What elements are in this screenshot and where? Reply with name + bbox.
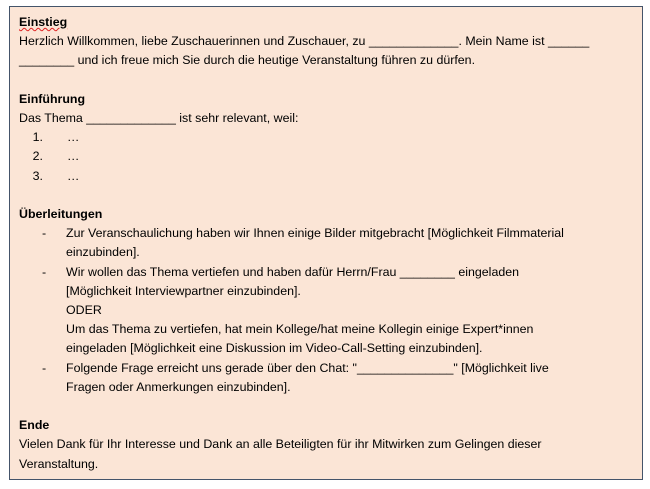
list-item-text: …: [67, 130, 80, 145]
list-dash: -: [42, 264, 47, 279]
list-item: [19, 263, 632, 359]
list-item-text: …: [67, 149, 80, 164]
heading-einfuehrung: Einführung: [19, 91, 86, 106]
heading-einstieg-text: Einstieg: [19, 15, 68, 29]
list-item-line: Um das Thema zu vertiefen, hat mein Kollege/hat meine Kollegin einige Expert*innen: [66, 322, 534, 337]
list-item-body: [66, 224, 632, 262]
list-item: [19, 147, 632, 166]
list-item: [19, 359, 632, 397]
list-number: 1.: [32, 130, 43, 145]
heading-ende: Ende: [19, 418, 50, 433]
heading-einstieg: [19, 13, 632, 32]
einstieg-line-1: Herzlich Willkommen, liebe Zuschauerinnen und Zuschauer, zu _____________. Mein Name ist ______: [19, 34, 590, 49]
list-item-body: [66, 263, 632, 359]
einstieg-line-2: ________ und ich freue mich Sie durch die heutige Veranstaltung führen zu dürfen.: [19, 53, 476, 68]
list-item-line: Wir wollen das Thema vertiefen und haben dafür Herrn/Frau ________ eingeladen: [66, 264, 520, 279]
list-item-line: ODER: [66, 303, 102, 318]
list-item-line: Zur Veranschaulichung haben wir Ihnen einige Bilder mitgebracht [Möglichkeit Filmmaterial: [66, 226, 564, 241]
list-item: [19, 128, 632, 147]
list-item-body: [66, 359, 632, 397]
list-item-line: einzubinden].: [66, 245, 140, 260]
list-dash: -: [42, 360, 47, 375]
list-item-line: Folgende Frage erreicht uns gerade über den Chat: "______________" [Möglichkeit live: [66, 360, 549, 375]
list-item-line: Fragen oder Anmerkungen einzubinden].: [66, 379, 291, 394]
ende-line-1: Vielen Dank für Ihr Interesse und Dank an alle Beteiligten für ihr Mitwirken zum Gelingen dieser: [19, 437, 542, 452]
list-number: 3.: [32, 168, 43, 183]
list-item: [19, 167, 632, 186]
einfuehrung-line-1: Das Thema _____________ ist sehr relevant, weil:: [19, 111, 299, 125]
heading-ueberleitungen: Überleitungen: [19, 207, 103, 221]
list-item-line: [Möglichkeit Interviewpartner einzubinden].: [66, 283, 301, 298]
dashed-list: [19, 224, 632, 397]
list-item-line: eingeladen [Möglichkeit eine Diskussion im Video-Call-Setting einzubinden].: [66, 341, 483, 356]
list-number: 2.: [32, 149, 43, 164]
paragraph-spacer: [19, 397, 632, 416]
numbered-list: [19, 128, 632, 186]
list-item-text: …: [67, 168, 80, 183]
paragraph-spacer: [19, 186, 632, 205]
paragraph-spacer: [19, 71, 632, 90]
list-dash: -: [42, 226, 47, 241]
ende-line-2: Veranstaltung.: [19, 456, 99, 471]
list-item: [19, 224, 632, 262]
document-text-box: [9, 6, 643, 480]
